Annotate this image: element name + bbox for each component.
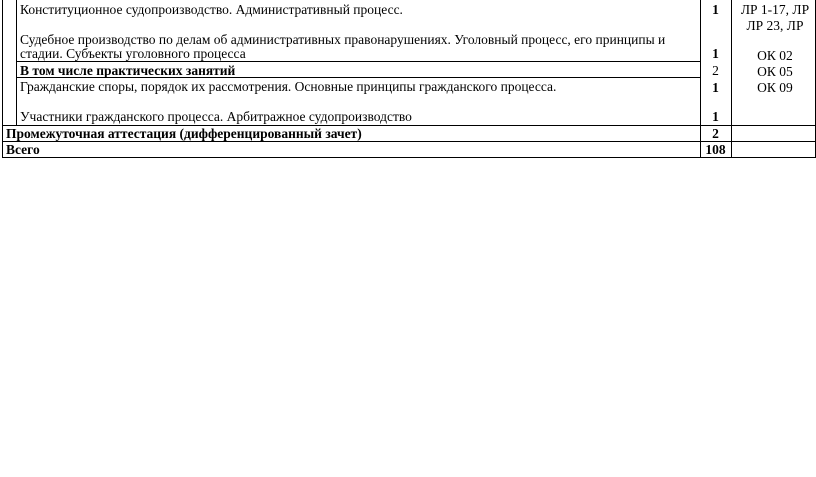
hline-5 [2, 157, 816, 158]
hours-value: 1 [712, 80, 719, 95]
competency-lr-2: ЛР 23, ЛР [746, 18, 804, 33]
competency-ok-09: ОК 09 [757, 80, 793, 95]
competency-lr-1: ЛР 1-17, ЛР [740, 2, 810, 17]
competency-ok-05: ОК 05 [757, 64, 793, 79]
practice-hours: 2 [712, 63, 719, 78]
total-label: Всего [6, 142, 40, 157]
attestation-hours: 2 [712, 126, 719, 141]
hours-value: 1 [712, 109, 719, 124]
topic-admin-offenses: Судебное производство по делам об административных правонарушениях. Уголовный процесс, его принципы и [20, 32, 666, 47]
attestation-label: Промежуточная аттестация (дифференцированный зачет) [6, 126, 362, 141]
topic-constitutional: Конституционное судопроизводство. Административный процесс. [20, 2, 403, 17]
topic-criminal-process: стадии. Субъекты уголовного процесса [20, 46, 246, 61]
border-left-inner [16, 0, 17, 126]
hours-value: 1 [712, 2, 719, 17]
border-hours-right [731, 0, 732, 158]
hours-value: 1 [712, 46, 719, 61]
border-left-outer [2, 0, 3, 158]
practice-label: В том числе практических занятий [20, 63, 236, 78]
total-hours: 108 [705, 142, 726, 157]
topic-civil-participants: Участники гражданского процесса. Арбитражное судопроизводство [20, 109, 412, 124]
competency-ok-02: ОК 02 [757, 48, 793, 63]
topic-civil-disputes: Гражданские споры, порядок их рассмотрения. Основные принципы гражданского процесса. [20, 79, 557, 94]
